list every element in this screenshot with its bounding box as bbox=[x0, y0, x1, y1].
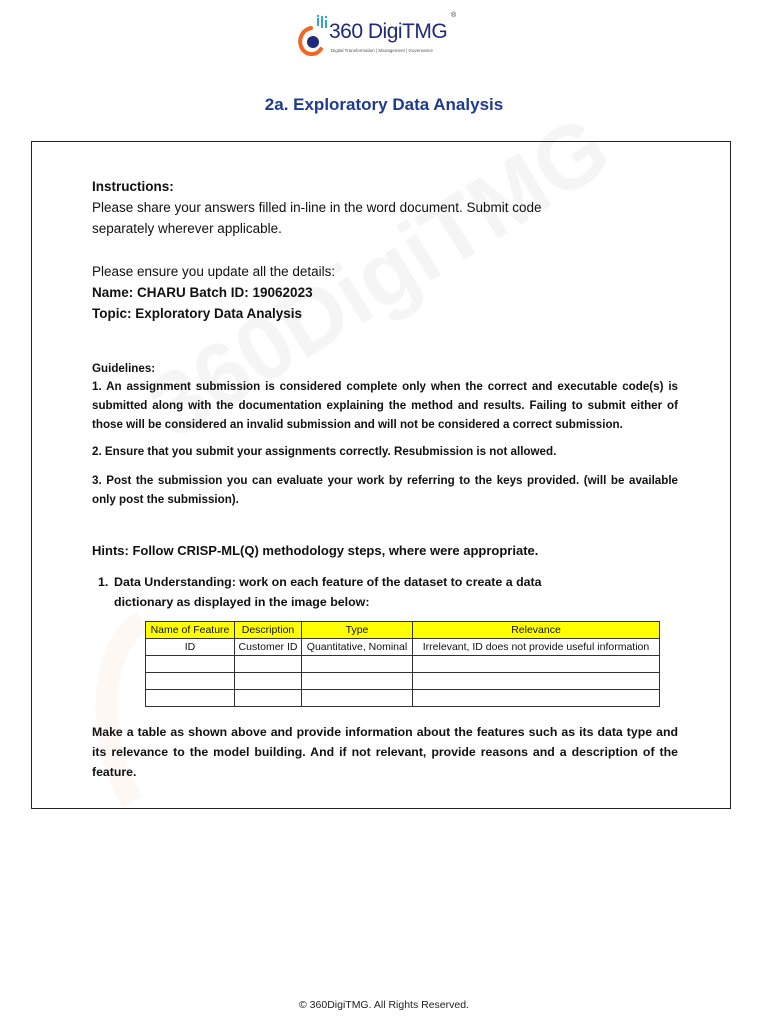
registered-mark: ® bbox=[451, 12, 457, 19]
logo-tagline: Digital Transformation | Management | Governance bbox=[331, 48, 433, 53]
logo-mark-icon bbox=[295, 14, 329, 60]
copyright-footer: © 360DigiTMG. All Rights Reserved. bbox=[299, 999, 469, 1011]
instructions-line-2: separately wherever applicable. bbox=[92, 221, 282, 236]
table-header-row bbox=[146, 622, 660, 639]
instructions-heading: Instructions: bbox=[92, 179, 174, 194]
cell-description: Customer ID bbox=[235, 639, 302, 656]
table-row bbox=[146, 673, 660, 690]
content-box bbox=[31, 141, 731, 809]
topic-line: Topic: Exploratory Data Analysis bbox=[92, 306, 303, 321]
page-title: 2a. Exploratory Data Analysis bbox=[264, 95, 504, 114]
table-row bbox=[146, 639, 660, 656]
company-logo bbox=[295, 14, 470, 60]
instructions-line-1: Please share your answers filled in-line in the word document. Submit code bbox=[92, 200, 542, 215]
table-row bbox=[146, 656, 660, 673]
hints-line: Hints: Follow CRISP-ML(Q) methodology steps, where were appropriate. bbox=[92, 543, 539, 558]
guideline-1: 1. An assignment submission is considered complete only when the correct and executable code(s) is submitted along with the documentation explaining the method and results. Failing to submit either of those will be considered an invalid submission and will not be considered a correct submission. bbox=[92, 380, 678, 431]
header-description: Description bbox=[235, 622, 302, 639]
closing-paragraph: Make a table as shown above and provide information about the features such as its data type and its relevance to the model building. And if not relevant, provide reasons and a description of the feature. bbox=[92, 725, 678, 779]
guidelines-heading: Guidelines: bbox=[92, 362, 156, 375]
name-batch-line: Name: CHARU Batch ID: 19062023 bbox=[92, 285, 313, 300]
guideline-2: 2. Ensure that you submit your assignments correctly. Resubmission is not allowed. bbox=[92, 445, 557, 458]
table-row bbox=[146, 690, 660, 707]
watermark-logo-icon bbox=[92, 612, 152, 812]
header-name-of-feature: Name of Feature bbox=[146, 622, 235, 639]
ensure-details-text: Please ensure you update all the details: bbox=[92, 264, 336, 279]
guideline-3: 3. Post the submission you can evaluate your work by referring to the keys provided. (will be available only post the submission). bbox=[92, 474, 678, 506]
cell-type: Quantitative, Nominal bbox=[302, 639, 413, 656]
cell-relevance: Irrelevant, ID does not provide useful information bbox=[413, 639, 660, 656]
data-dictionary-table bbox=[145, 621, 660, 707]
logo-name: 360 DigiTMG bbox=[329, 20, 448, 43]
list-item bbox=[98, 572, 578, 612]
header-type: Type bbox=[302, 622, 413, 639]
list-text: Data Understanding: work on each feature of the dataset to create a data dictionary as displayed in the image below: bbox=[114, 575, 542, 609]
header-relevance: Relevance bbox=[413, 622, 660, 639]
list-number: 1. bbox=[98, 575, 109, 589]
cell-feature: ID bbox=[146, 639, 235, 656]
